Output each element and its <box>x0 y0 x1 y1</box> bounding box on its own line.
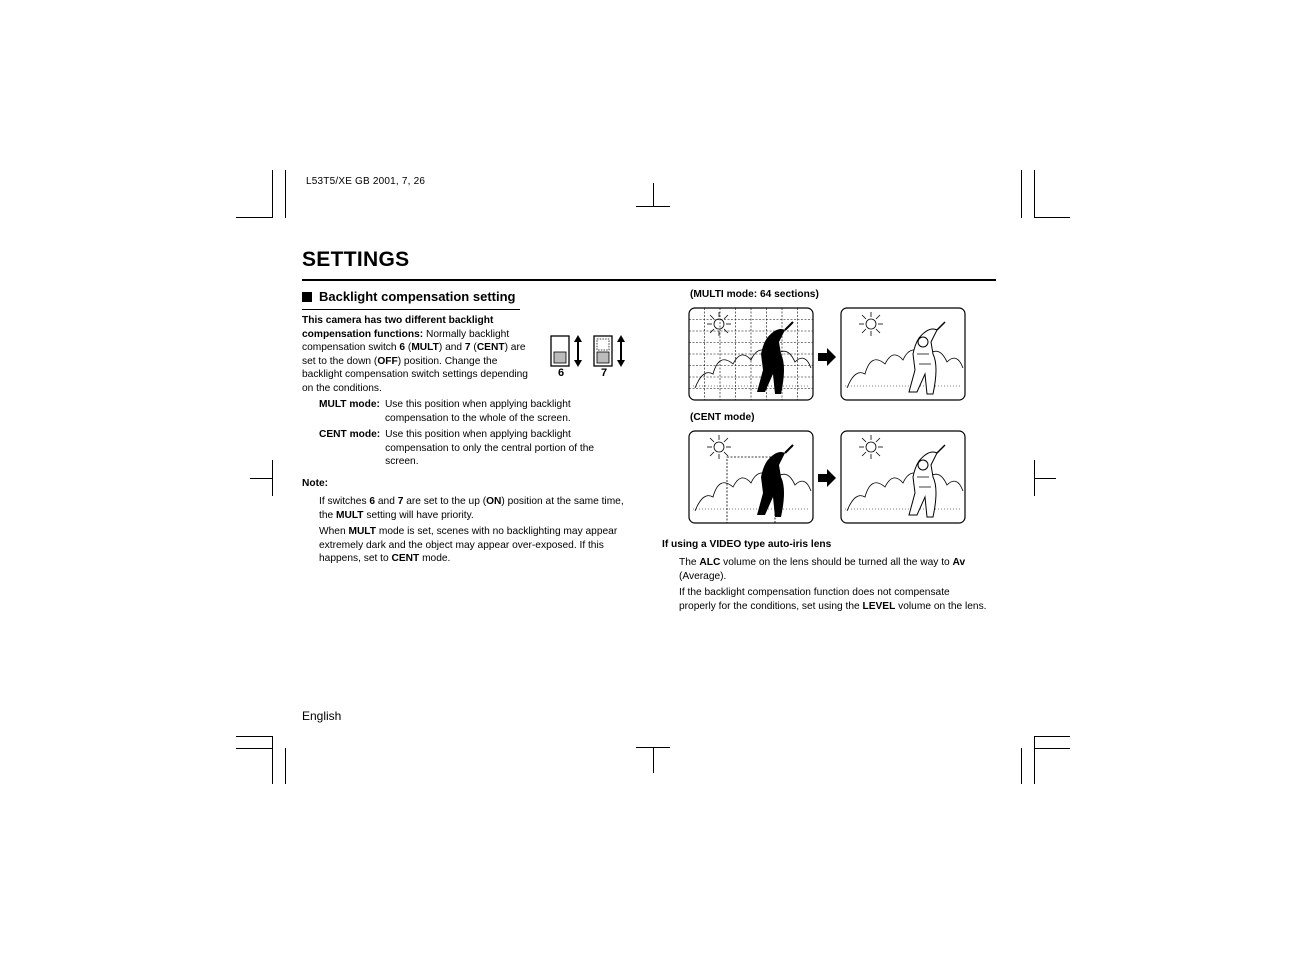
backlight-illustrations <box>686 305 970 529</box>
cent-mode-caption: (CENT mode) <box>690 412 755 423</box>
note-text: When <box>319 526 349 537</box>
video-text: volume on the lens should be turned all the way to <box>720 557 953 568</box>
note-text: If switches <box>319 496 370 507</box>
video-paragraph-2 <box>679 586 989 613</box>
video-bold: ALC <box>699 557 721 568</box>
intro-text: Normally backlight compensation switch <box>302 328 510 354</box>
cent-mode-item <box>319 428 619 469</box>
title-rule <box>302 279 996 281</box>
mult-mode-item <box>319 398 599 425</box>
intro-text: ) are set to the down ( <box>302 342 526 367</box>
intro-text: ) and <box>438 342 465 354</box>
video-text: (Average). <box>679 570 727 582</box>
section-title: Backlight compensation setting <box>319 289 516 304</box>
off-term: OFF <box>377 355 398 367</box>
note-text: ) position at the same time, the <box>319 496 624 521</box>
document-code: L53T5/XE GB 2001, 7, 26 <box>306 176 426 187</box>
multi-mode-caption: (MULTI mode: 64 sections) <box>690 289 819 300</box>
video-bold: LEVEL <box>862 600 896 612</box>
video-text: If the backlight compensation function does not compensate properly for the conditions, set using the <box>679 587 950 612</box>
note-text: are set to the up ( <box>403 496 487 507</box>
video-bold: Av <box>952 557 966 568</box>
note-text: mode. <box>419 553 451 565</box>
intro-text: ( <box>405 342 412 354</box>
mult-mode-text: Use this position when applying backlight compensation to the whole of the screen. <box>384 399 571 424</box>
video-text: The <box>679 557 700 568</box>
note-text: setting will have priority. <box>363 509 474 521</box>
page-title: SETTINGS <box>302 248 410 271</box>
note-bold: ON <box>486 496 502 507</box>
note-heading: Note: <box>302 478 329 489</box>
footer-language: English <box>302 709 342 723</box>
intro-paragraph <box>302 314 528 396</box>
note-bold: MULT <box>348 526 376 537</box>
mult-term: MULT <box>411 342 439 354</box>
switch-number: 7 <box>464 342 471 354</box>
video-text: volume on the lens. <box>895 600 987 612</box>
note-paragraph-2 <box>319 525 635 566</box>
switch-number: 6 <box>399 342 406 354</box>
cent-mode-text: Use this position when applying backlight compensation to only the central portion of the screen. <box>385 429 595 468</box>
mult-mode-label: MULT mode: <box>319 399 380 410</box>
note-bold: MULT <box>336 509 364 521</box>
video-lens-heading: If using a VIDEO type auto-iris lens <box>662 539 832 550</box>
video-paragraph-1 <box>679 556 989 583</box>
note-bold: 6 <box>369 496 376 507</box>
note-bold: 7 <box>397 496 404 507</box>
cent-term: CENT <box>476 342 505 354</box>
switch-label-6: 6 <box>558 367 565 379</box>
section-underline <box>302 309 520 310</box>
intro-text: ) position. Change the backlight compensation switch settings depending on the conditions. <box>302 355 528 394</box>
switch-label-7: 7 <box>601 367 608 379</box>
intro-text: ( <box>470 342 477 354</box>
note-bold: CENT <box>391 553 420 565</box>
note-paragraph-1 <box>319 495 629 522</box>
square-bullet-icon <box>302 292 312 302</box>
section-heading <box>302 289 515 304</box>
note-text: and <box>375 496 398 507</box>
note-text: mode is set, scenes with no backlighting may appear extremely dark and the object may appear over-exposed. If this happens, set to <box>319 526 618 565</box>
cent-mode-label: CENT mode: <box>319 429 381 440</box>
intro-lead: This camera has two different backlight compensation functions: <box>302 315 494 340</box>
